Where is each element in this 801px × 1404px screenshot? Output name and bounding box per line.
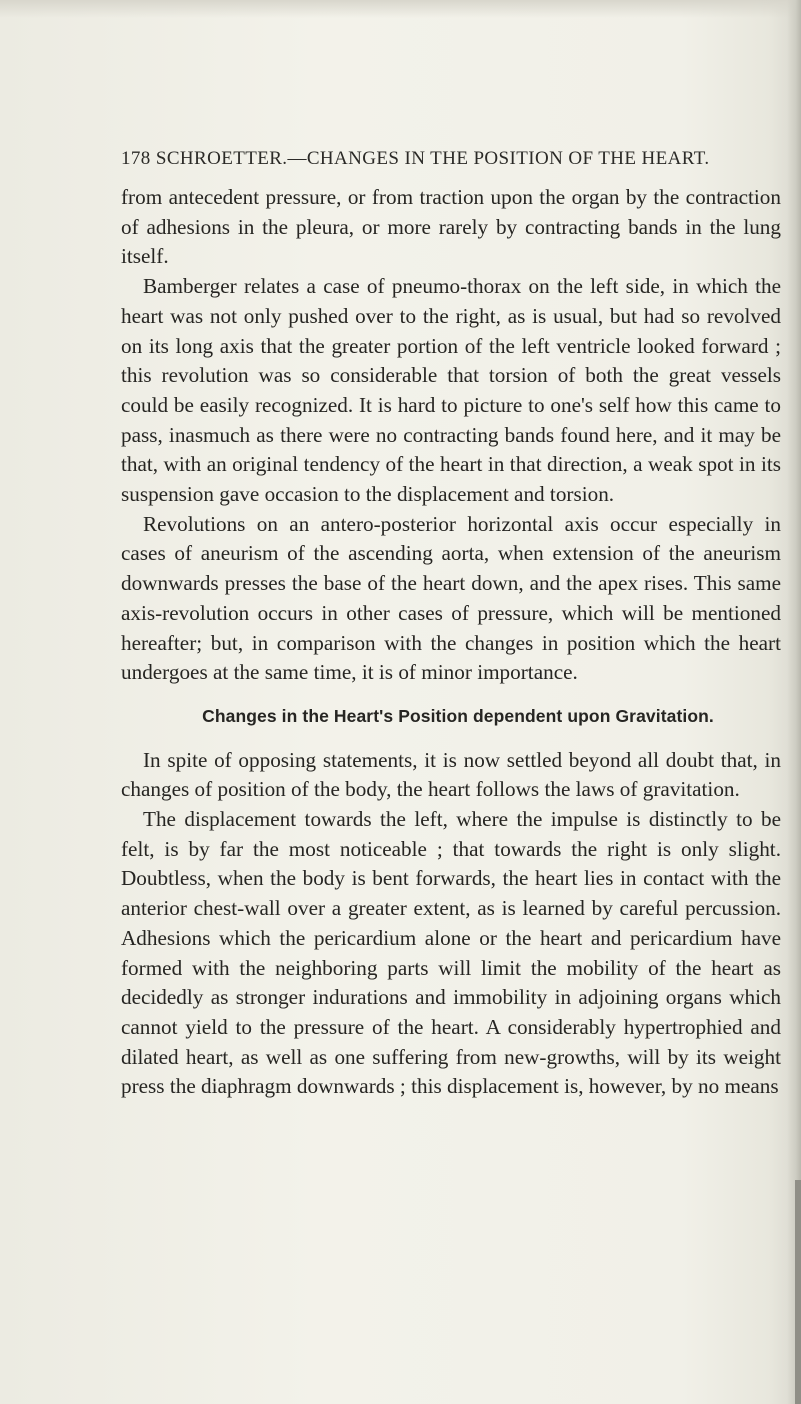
- paragraph: The displacement towards the left, where the impulse is distinctly to be felt, is by far the most noticeable ; that towards the right is only slight. Doubtless, when the body is bent forwards, the heart lies in contact with the anterior chest-wall over a greater extent, as is learned by careful percussion. Adhesions which the pericardium alone or the heart and pericardium have formed with the neighboring parts will limit the mobility of the heart as decidedly as stronger indurations and immobility in adjoining organs which cannot yield to the pressure of the heart. A considerably hypertrophied and dilated heart, as well as one suffering from new-growths, will by its weight press the diaphragm downwards ; this displacement is, however, by no means: [121, 807, 781, 1099]
- paragraph: Revolutions on an antero-posterior horizontal axis occur especially in cases of aneurism of the ascending aorta, when extension of the aneurism downwards presses the base of the heart down, and the apex rises. This same axis-revolution occurs in other cases of pressure, which will be mentioned hereafter; but, in comparison with the changes in position which the heart undergoes at the same time, it is of minor importance.: [121, 511, 781, 685]
- running-head: 178 SCHROETTER.—CHANGES IN THE POSITION OF THE HEART.: [121, 148, 710, 169]
- body-text: [121, 183, 781, 1102]
- page-binding-shadow: [795, 1180, 801, 1404]
- page-top-shadow: [0, 0, 801, 18]
- paragraph: In spite of opposing statements, it is now settled beyond all doubt that, in changes of position of the body, the heart follows the laws of gravitation.: [121, 747, 781, 802]
- section-heading: Changes in the Heart's Position dependent upon Gravitation.: [202, 705, 714, 726]
- paragraph: Bamberger relates a case of pneumo-thorax on the left side, in which the heart was not only pushed over to the right, as is usual, but had so revolved on its long axis that the greater portion of the left ventricle looked forward ; this revolution was so considerable that torsion of both the great vessels could be easily recognized. It is hard to picture to one's self how this came to pass, inasmuch as there were no contracting bands found here, and it may be that, with an original tendency of the heart in that direction, a weak spot in its suspension gave occasion to the displacement and torsion.: [121, 274, 781, 507]
- paragraph: from antecedent pressure, or from traction upon the organ by the contraction of adhesions in the pleura, or more rarely by contracting bands in the lung itself.: [121, 185, 781, 269]
